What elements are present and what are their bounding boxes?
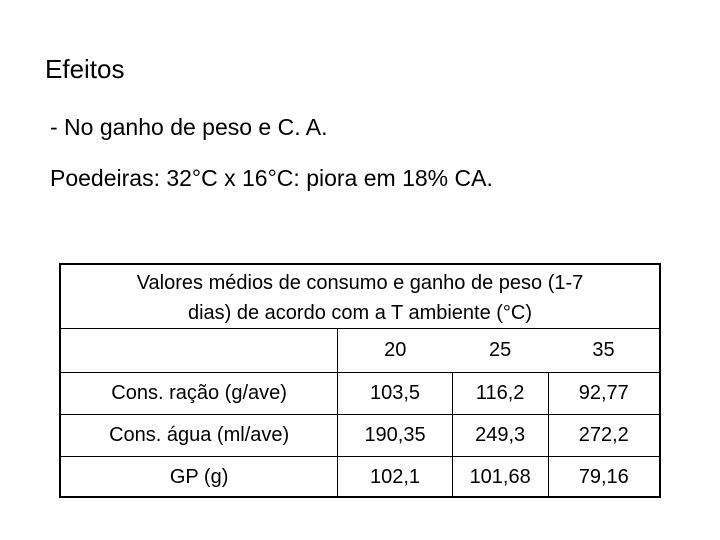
data-table [59, 263, 661, 498]
table-row [61, 415, 659, 457]
header-cell-35: 35 [592, 339, 615, 361]
slide-title: Efeitos [45, 54, 125, 84]
table-grid [61, 329, 659, 498]
table-cell: 102,1 [338, 457, 453, 499]
row-label: Cons. ração (g/ave) [61, 373, 338, 415]
row-label: GP (g) [61, 457, 338, 499]
table-caption-line-2: dias) de acordo com a T ambiente (°C) [187, 302, 533, 324]
table-cell: 103,5 [338, 373, 453, 415]
header-cell-25: 25 [489, 339, 512, 361]
bullet-weight-gain: - No ganho de peso e C. A. [50, 114, 328, 140]
table-cell: 272,2 [548, 415, 659, 457]
table-cell: 116,2 [452, 373, 548, 415]
header-cell-empty [61, 329, 338, 373]
table-header-row [61, 329, 659, 373]
table-cell: 79,16 [548, 457, 659, 499]
table-cell: 190,35 [338, 415, 453, 457]
table-caption-line-1: Valores médios de consumo e ganho de peso (1-7 [136, 272, 584, 294]
table-cell: 92,77 [548, 373, 659, 415]
table-cell: 101,68 [452, 457, 548, 499]
row-label: Cons. água (ml/ave) [61, 415, 338, 457]
header-cell-20: 20 [384, 339, 407, 361]
table-caption [61, 265, 659, 329]
table-cell: 249,3 [452, 415, 548, 457]
table-row [61, 457, 659, 499]
table-row [61, 373, 659, 415]
laying-hens-note: Poedeiras: 32°C x 16°C: piora em 18% CA. [50, 165, 493, 191]
